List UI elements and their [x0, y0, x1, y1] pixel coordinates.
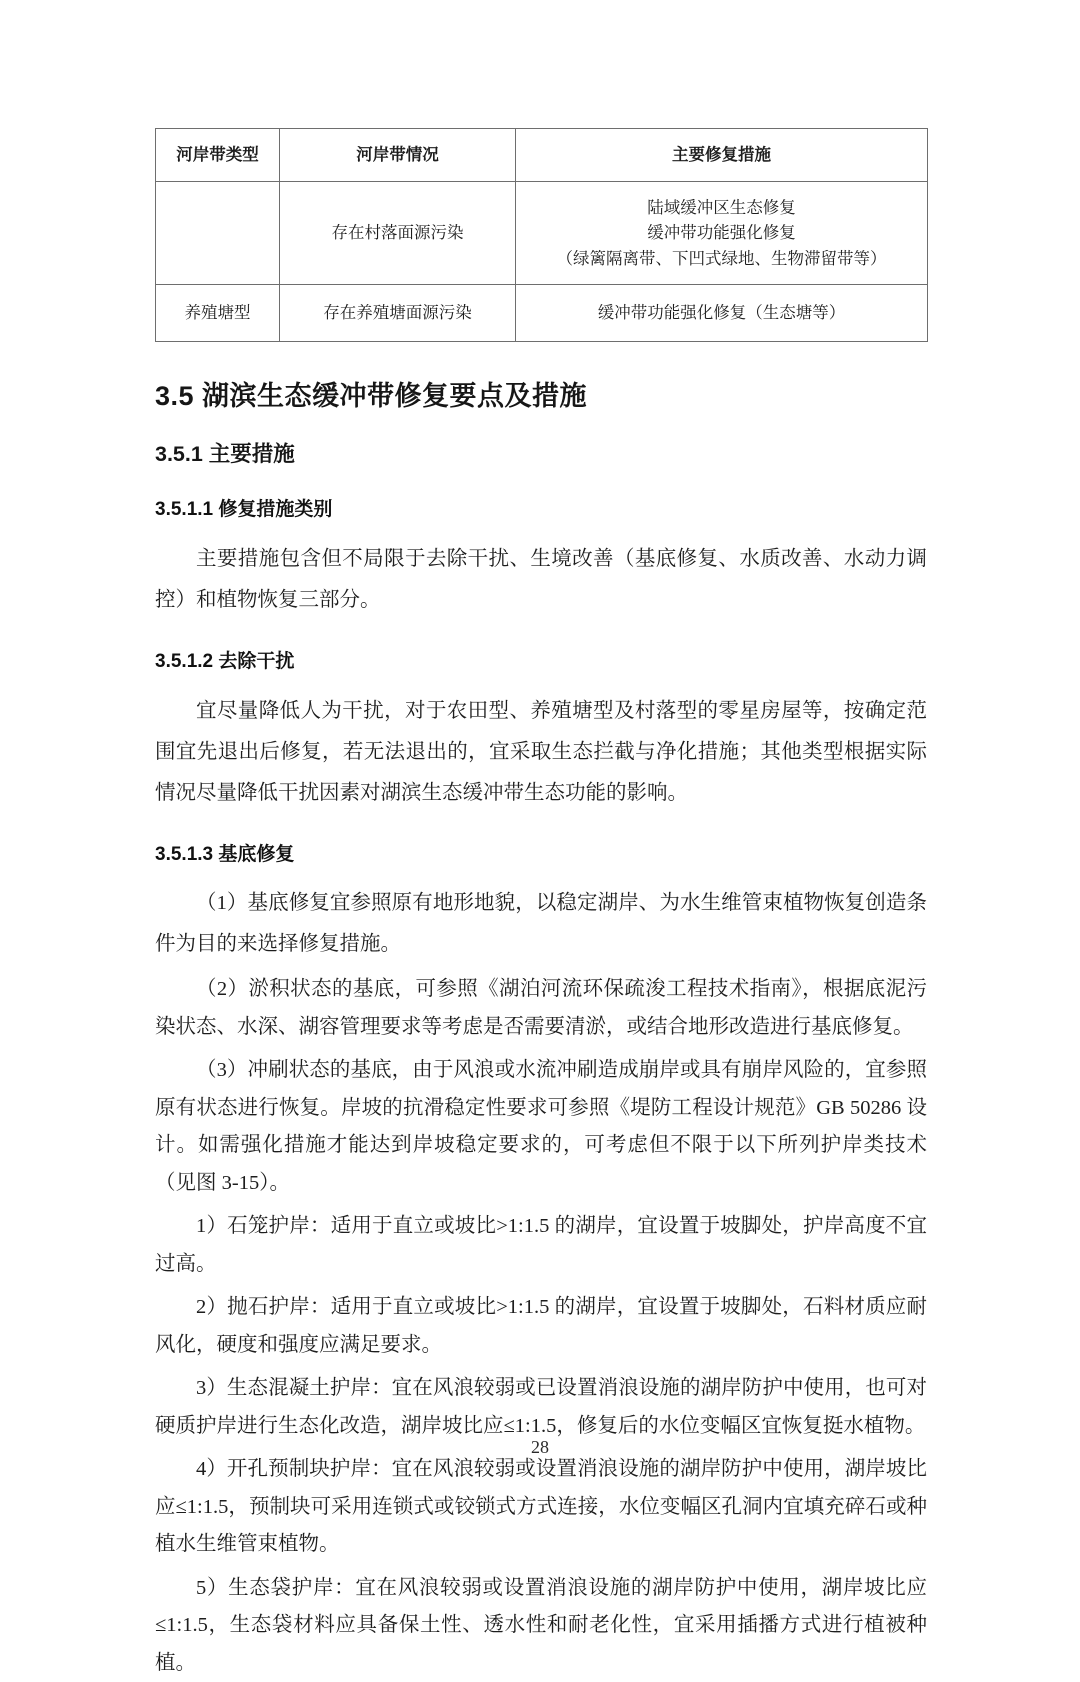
cell-measures: [516, 182, 928, 285]
section-heading-3-5: 3.5 湖滨生态缓冲带修复要点及措施: [155, 381, 588, 411]
section-heading-3-5-1-1: 3.5.1.1 修复措施类别: [155, 499, 333, 521]
table-header-condition: 河岸带情况: [280, 129, 516, 182]
cell-condition: 存在村落面源污染: [280, 182, 516, 285]
paragraph-revetment-item-1: 1）石笼护岸：适用于直立或坡比>1:1.5 的湖岸，宜设置于坡脚处，护岸高度不宜过高。: [155, 1215, 927, 1275]
table-header: [156, 129, 928, 182]
measure-line: 陆域缓冲区生态修复: [647, 197, 796, 217]
measure-line: 缓冲带功能强化修复（生态塘等）: [597, 303, 846, 323]
measure-line: （绿篱隔离带、下凹式绿地、生物滞留带等）: [556, 248, 887, 268]
table-row: [156, 285, 928, 342]
cell-condition: 存在养殖塘面源污染: [280, 285, 516, 342]
paragraph-measures-category: 主要措施包含但不局限于去除干扰、生境改善（基底修复、水质改善、水动力调控）和植物恢复三部分。: [155, 548, 927, 612]
paragraph-remove-disturbance: 宜尽量降低人为干扰，对于农田型、养殖塘型及村落型的零星房屋等，按确定范围宜先退出后修复，若无法退出的，宜采取生态拦截与净化措施；其他类型根据实际情况尽量降低干扰因素对湖滨生态缓冲带生态功能的影响。: [155, 699, 927, 804]
table-header-type: 河岸带类型: [156, 129, 280, 182]
page-number: 28: [531, 1437, 549, 1457]
riparian-measures-table: [155, 128, 928, 342]
paragraph-revetment-item-5: 5）生态袋护岸：宜在风浪较弱或设置消浪设施的湖岸防护中使用，湖岸坡比应≤1:1.5，生态袋材料应具备保土性、透水性和耐老化性，宜采用插播方式进行植被种植。: [155, 1576, 927, 1674]
cell-type: 养殖塘型: [156, 285, 280, 342]
table-row: [156, 182, 928, 285]
paragraph-substrate-1: （1）基底修复宜参照原有地形地貌，以稳定湖岸、为水生维管束植物恢复创造条件为目的来选择修复措施。: [155, 892, 927, 956]
paragraph-substrate-2: （2）淤积状态的基底，可参照《湖泊河流环保疏浚工程技术指南》，根据底泥污染状态、水深、湖容管理要求等考虑是否需要清淤，或结合地形改造进行基底修复。: [155, 978, 927, 1038]
table-header-measures: 主要修复措施: [516, 129, 928, 182]
measure-line: 缓冲带功能强化修复: [647, 223, 796, 243]
paragraph-revetment-item-4: 4）开孔预制块护岸：宜在风浪较弱或设置消浪设施的湖岸防护中使用，湖岸坡比应≤1:1.5，预制块可采用连锁式或铰锁式方式连接，水位变幅区孔洞内宜填充碎石或种植水生维管束植物。: [155, 1458, 927, 1556]
paragraph-revetment-item-3: 3）生态混凝土护岸：宜在风浪较弱或已设置消浪设施的湖岸防护中使用，也可对硬质护岸进行生态化改造，湖岸坡比应≤1:1.5，修复后的水位变幅区宜恢复挺水植物。: [155, 1377, 927, 1437]
cell-measures: [516, 285, 928, 342]
cell-type: [156, 182, 280, 285]
table-header-row: [156, 129, 928, 182]
paragraph-revetment-item-2: 2）抛石护岸：适用于直立或坡比>1:1.5 的湖岸，宜设置于坡脚处，石料材质应耐风化，硬度和强度应满足要求。: [155, 1296, 927, 1356]
section-heading-3-5-1-2: 3.5.1.2 去除干扰: [155, 651, 295, 673]
paragraph-substrate-3: （3）冲刷状态的基底，由于风浪或水流冲刷造成崩岸或具有崩岸风险的，宜参照原有状态进行恢复。岸坡的抗滑稳定性要求可参照《堤防工程设计规范》GB 50286 设计。如需强化措施才能达到岸坡稳定要求的，可考虑但不限于以下所列护岸类技术（见图 3-15）。: [155, 1059, 927, 1194]
section-heading-3-5-1-3: 3.5.1.3 基底修复: [155, 843, 295, 865]
section-heading-3-5-1: 3.5.1 主要措施: [155, 442, 295, 467]
table-body: [156, 182, 928, 342]
